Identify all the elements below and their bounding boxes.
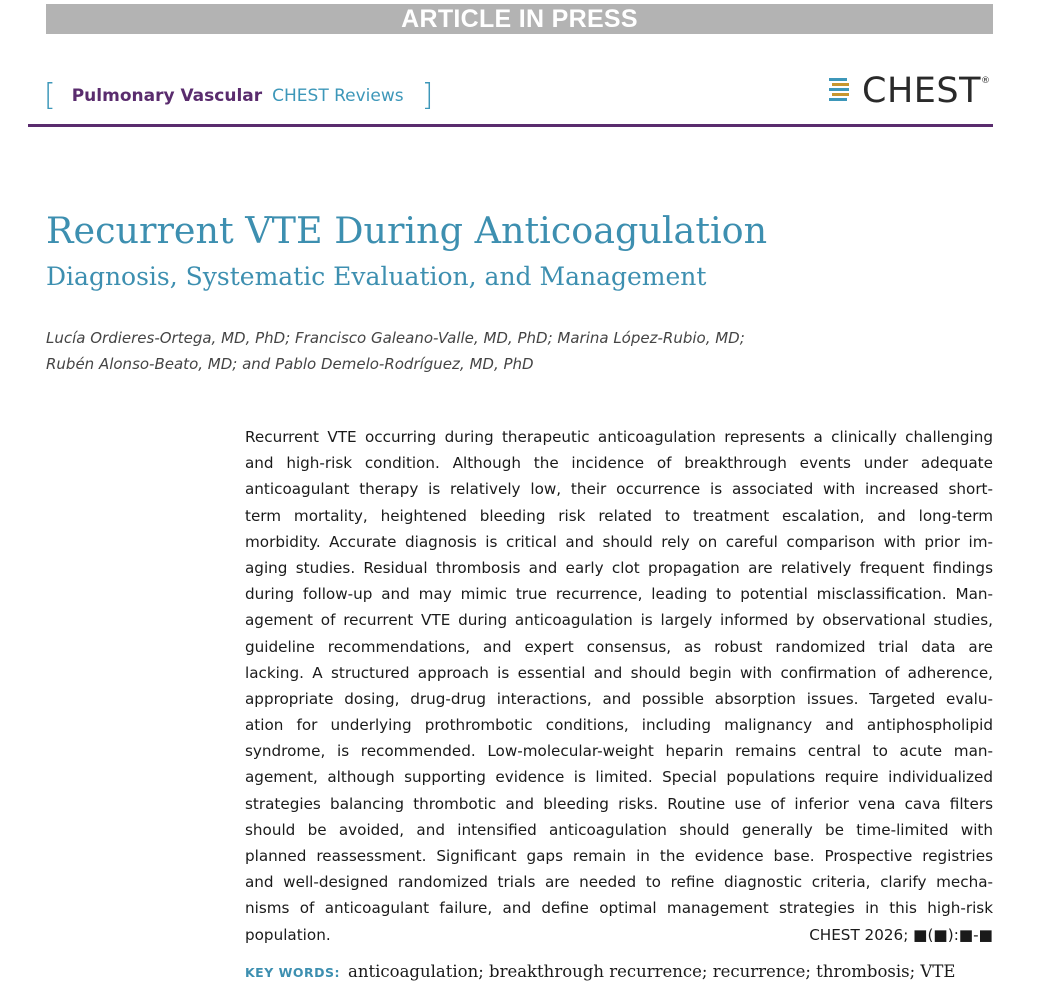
citation: CHEST 2026; ■(■):■-■ (809, 925, 993, 944)
abstract-line: agement, although supporting evidence is limited. Special populations require individualized (245, 768, 993, 787)
abstract-line: anticoagulant therapy is relatively low, their occurrence is associated with increased short- (245, 480, 993, 499)
category-label[interactable]: Pulmonary Vascular (71, 86, 263, 106)
header-divider (28, 124, 993, 127)
chest-logo-text: CHEST (862, 71, 981, 111)
abstract-line: planned reassessment. Significant gaps remain in the evidence base. Prospective registries (245, 847, 993, 865)
abstract-line: term mortality, heightened bleeding risk related to treatment escalation, and long-term (245, 506, 993, 525)
keywords (245, 962, 955, 981)
keywords-list: anticoagulation; breakthrough recurrence; recurrence; thrombosis; VTE (348, 962, 956, 981)
registered-mark: ® (980, 76, 990, 86)
article-subtitle: Diagnosis, Systematic Evaluation, and Management (46, 262, 707, 291)
chest-logo[interactable] (829, 70, 990, 112)
author-line: Rubén Alonso-Beato, MD; and Pablo Demelo-Rodríguez, MD, PhD (46, 355, 534, 373)
abstract-line: nisms of anticoagulant failure, and define optimal management strategies in this high-risk (245, 899, 993, 918)
bracket-close: ] (421, 78, 434, 113)
article-title: Recurrent VTE During Anticoagulation (46, 209, 768, 252)
abstract-line: and high-risk condition. Although the incidence of breakthrough events under adequate (245, 454, 993, 473)
abstract-line: morbidity. Accurate diagnosis is critical and should rely on careful comparison with prior im- (245, 532, 993, 551)
abstract-line: appropriate dosing, drug-drug interactions, and possible absorption issues. Targeted evalu- (245, 689, 993, 708)
abstract-line: and well-designed randomized trials are needed to refine diagnostic criteria, clarify mecha- (245, 873, 993, 892)
abstract (245, 424, 993, 948)
abstract-final-word: population. (245, 925, 331, 944)
abstract-line: guideline recommendations, and expert consensus, as robust randomized trial data are (245, 637, 993, 656)
abstract-line: ation for underlying prothrombotic conditions, including malignancy and antiphospholipid (245, 716, 993, 735)
abstract-line: lacking. A structured approach is essential and should begin with confirmation of adherence, (245, 663, 993, 682)
author-list (46, 325, 926, 377)
abstract-line: Recurrent VTE occurring during therapeutic anticoagulation represents a clinically challenging (245, 428, 993, 446)
abstract-last-line (245, 922, 993, 948)
article-in-press-banner: ARTICLE IN PRESS (46, 4, 993, 34)
abstract-line: agement of recurrent VTE during anticoagulation is largely informed by observational studies, (245, 611, 993, 630)
keywords-label: KEY WORDS: (245, 965, 341, 980)
abstract-line: during follow-up and may mimic true recurrence, leading to potential misclassification. Man- (245, 585, 993, 604)
chest-stripes-icon (829, 77, 859, 105)
author-line: Lucía Ordieres-Ortega, MD, PhD; Francisco Galeano-Valle, MD, PhD; Marina López-Rubio, MD; (46, 329, 745, 347)
abstract-line: aging studies. Residual thrombosis and early clot propagation are relatively frequent findings (245, 558, 993, 577)
abstract-line: strategies balancing thrombotic and bleeding risks. Routine use of inferior vena cava filters (245, 794, 993, 813)
section-header (44, 78, 433, 114)
abstract-line: should be avoided, and intensified anticoagulation should generally be time-limited with (245, 820, 993, 839)
series-label[interactable]: CHEST Reviews (272, 86, 404, 106)
bracket-open: [ (44, 78, 56, 113)
abstract-line: syndrome, is recommended. Low-molecular-weight heparin remains central to acute man- (245, 742, 993, 761)
